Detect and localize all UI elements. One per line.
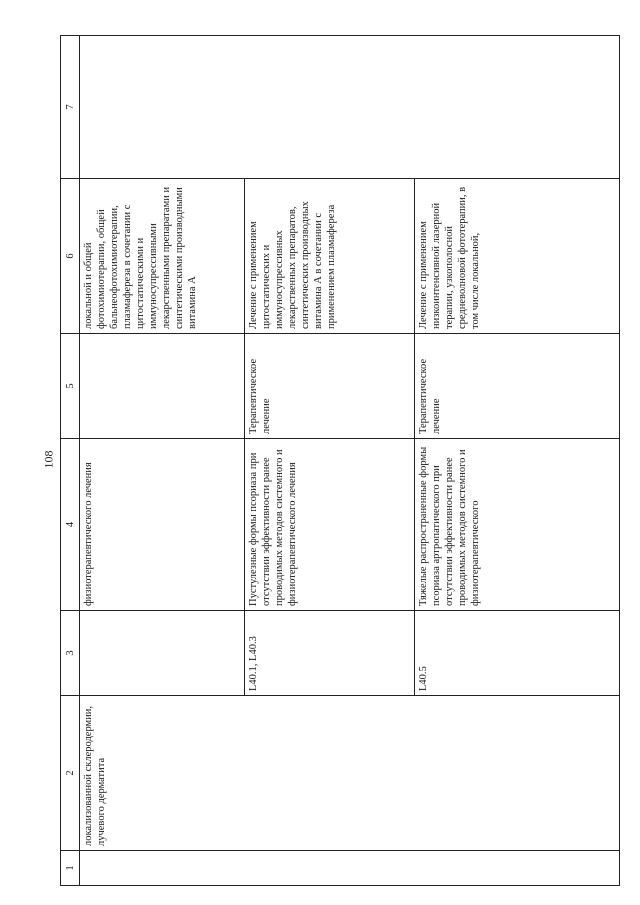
cell-number xyxy=(80,851,620,886)
cell-treatment-type: Терапевтическое лечение xyxy=(245,334,415,439)
rotated-table-page xyxy=(60,36,620,886)
cell-icd-code: L40.1, L40.3 xyxy=(245,611,415,696)
cell-treatment-type xyxy=(80,334,245,439)
cell-icd-code: L40.5 xyxy=(415,611,620,696)
col-number-2: 2 xyxy=(61,696,80,851)
cell-treatment-type: Терапевтическое лечение xyxy=(415,334,620,439)
cell-treatment-method: локальной и общей фотохимиотерапии, общей бальнеофотохимиотерапии, плазмафереза в сочетании с цитостатическими и иммуносупрессивными лекарственными препаратами и синтетическими производными витамина А xyxy=(80,179,245,334)
table-row xyxy=(80,36,245,886)
cell-treatment-method: Лечение с применением цитостатических и иммуносупрессивных лекарственных препаратов, синтетических производных витамина А в сочетании с применением плазмафереза xyxy=(245,179,415,334)
col-number-4: 4 xyxy=(61,439,80,611)
page-number: 108 xyxy=(41,450,56,469)
col-number-6: 6 xyxy=(61,179,80,334)
medical-care-table xyxy=(60,35,620,886)
col-number-7: 7 xyxy=(61,36,80,179)
column-number-row xyxy=(61,36,80,886)
cell-disease-group: локализованной склеродермии, лучевого дерматита xyxy=(80,696,620,851)
col-number-5: 5 xyxy=(61,334,80,439)
cell-cost xyxy=(80,36,620,179)
col-number-3: 3 xyxy=(61,611,80,696)
cell-treatment-method: Лечение с применением низкоинтенсивной лазерной терапии, узкополосной средневолновой фототерапии, в том числе локальной, xyxy=(415,179,620,334)
cell-icd-code xyxy=(80,611,245,696)
cell-patient-model: Тяжелые распространенные формы псориаза артропатического при отсутствии эффективности ранее проводимых методов системного и физиотерапевтического xyxy=(415,439,620,611)
cell-patient-model: физиотерапевтического лечения xyxy=(80,439,245,611)
col-number-1: 1 xyxy=(61,851,80,886)
cell-patient-model: Пустулезные формы псориаза при отсутствии эффективности ранее проводимых методов системного и физиотерапевтического лечения xyxy=(245,439,415,611)
